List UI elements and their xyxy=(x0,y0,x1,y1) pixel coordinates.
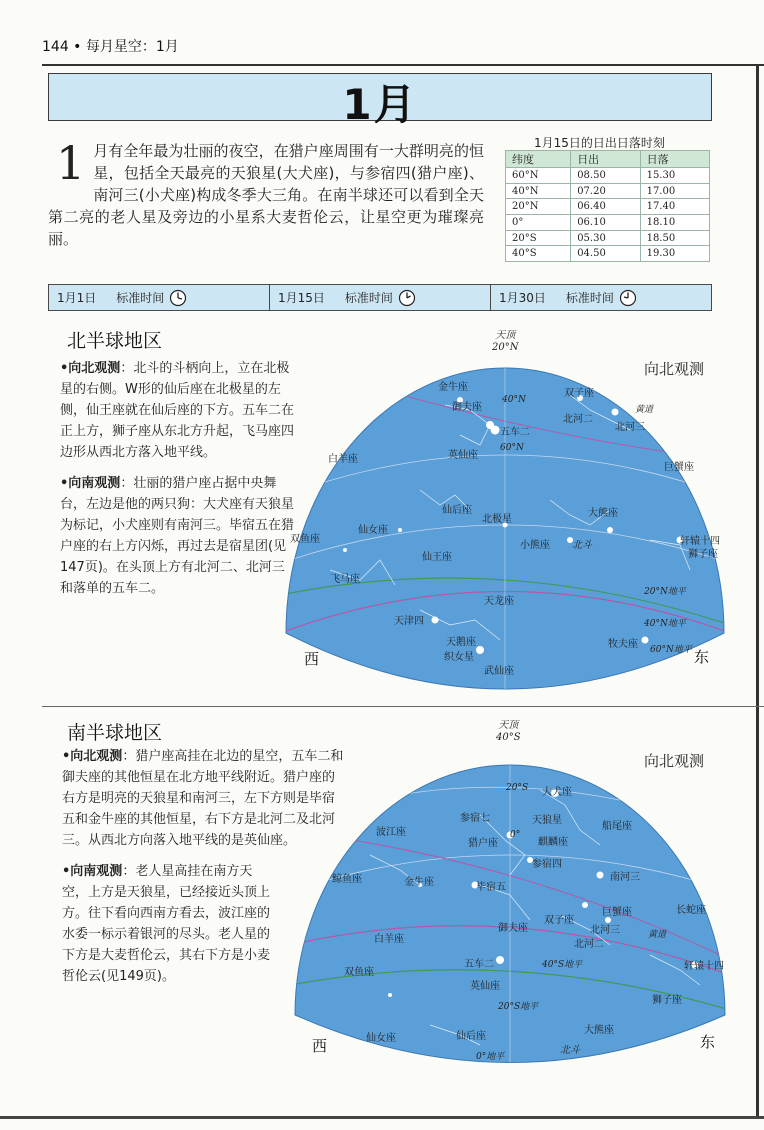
table-cell: 08.50 xyxy=(571,168,640,184)
star xyxy=(432,617,439,624)
running-head: 144 • 每月星空：1月 xyxy=(42,39,179,55)
label-cepheus: 仙王座 xyxy=(422,552,452,563)
label-ursa-major: 大熊座 xyxy=(584,1025,614,1036)
label-pollux: 北河三 xyxy=(590,925,620,936)
south-direction-label: 向北观测 xyxy=(644,752,705,770)
label-aldebaran: 毕宿五 xyxy=(476,882,506,893)
label-auriga: 御夫座 xyxy=(452,402,482,413)
label-perseus: 英仙座 xyxy=(448,450,478,461)
label-perseus: 英仙座 xyxy=(470,981,500,992)
label-andromeda: 仙女座 xyxy=(358,525,388,536)
label-60n-horizon: 60°N地平 xyxy=(650,645,692,655)
top-rule xyxy=(42,64,764,66)
time-label: 标准时间 xyxy=(565,291,614,305)
label-pisces: 双鱼座 xyxy=(344,967,374,978)
time-date: 1月1日 xyxy=(57,291,97,305)
star xyxy=(582,902,588,908)
label-gemini: 双子座 xyxy=(564,388,594,399)
label-cetus: 鲸鱼座 xyxy=(332,874,362,885)
star xyxy=(491,426,500,435)
label-aries: 白羊座 xyxy=(328,454,358,465)
right-rule xyxy=(756,64,759,1116)
label-40s-horizon: 40°S地平 xyxy=(542,960,583,970)
time-label: 标准时间 xyxy=(344,291,393,305)
time-cell-jan1 xyxy=(49,285,270,310)
label-leo: 狮子座 xyxy=(652,995,682,1006)
south-obs-1-text: ：猎户座高挂在北边的星空，五车二和御夫座的其他恒星在北方地平线附近。猎户座的右方是明亮的天狼星和南河三，左下方则是毕宿五和金牛座的其他恒星，右下方是北河二及北河三。从西北方向落入地平线的是英仙座。 xyxy=(62,749,344,848)
star xyxy=(597,872,604,879)
drop-cap: 1 xyxy=(56,136,86,190)
star xyxy=(642,637,649,644)
table-cell: 40°S xyxy=(506,246,571,262)
table-cell: 18.50 xyxy=(640,230,709,246)
sunrise-table-title: 1月15日的日出日落时刻 xyxy=(534,136,665,150)
label-pegasus: 飞马座 xyxy=(330,574,360,585)
table-cell: 60°N xyxy=(506,168,571,184)
label-bootes: 牧夫座 xyxy=(608,639,638,650)
label-sirius: 天狼星 xyxy=(532,815,562,826)
table-cell: 07.20 xyxy=(571,183,640,199)
label-monoceros: 麒麟座 xyxy=(538,837,568,848)
north-obs-2 xyxy=(60,473,296,599)
star xyxy=(612,409,619,416)
table-cell: 40°N xyxy=(506,183,571,199)
clock-icon xyxy=(398,289,416,307)
table-row xyxy=(506,230,710,246)
table-cell: 06.10 xyxy=(571,215,640,231)
label-big-dipper: 北斗 xyxy=(560,1045,580,1056)
clock-icon xyxy=(619,289,637,307)
table-row xyxy=(506,183,710,199)
compass-west: 西 xyxy=(304,650,320,668)
label-cassiopeia: 仙后座 xyxy=(456,1031,486,1042)
south-obs-1-head: •向北观测 xyxy=(62,749,123,764)
table-row xyxy=(506,215,710,231)
intro-paragraph xyxy=(48,136,484,250)
table-cell: 19.30 xyxy=(640,246,709,262)
time-label: 标准时间 xyxy=(116,291,165,305)
south-section-title: 南半球地区 xyxy=(67,722,163,744)
zenith-lat: 40°S xyxy=(496,732,521,743)
zenith-text: 天顶 xyxy=(495,330,516,341)
label-ursa-major: 大熊座 xyxy=(588,508,618,519)
label-orion: 猎户座 xyxy=(468,838,498,849)
clock-icon xyxy=(169,289,187,307)
label-vega: 织女星 xyxy=(444,652,474,663)
label-rigel: 参宿七 xyxy=(460,813,490,824)
label-ursa-minor: 小熊座 xyxy=(520,540,550,551)
table-cell: 20°N xyxy=(506,199,571,215)
label-20s-horizon: 20°S地平 xyxy=(498,1002,539,1012)
table-row xyxy=(506,246,710,262)
header-sunset: 日落 xyxy=(640,151,709,168)
label-eridanus: 波江座 xyxy=(376,827,406,838)
table-cell: 20°S xyxy=(506,230,571,246)
label-puppis: 船尾座 xyxy=(602,821,632,832)
label-20s: 20°S xyxy=(506,783,529,793)
sunrise-table xyxy=(505,150,710,262)
north-obs-2-head: •向南观测 xyxy=(60,476,121,491)
table-cell: 04.50 xyxy=(571,246,640,262)
label-60n: 60°N xyxy=(500,443,524,453)
south-star-map xyxy=(280,745,745,1070)
label-0-horizon: 0°地平 xyxy=(476,1052,505,1062)
title-bar xyxy=(48,73,712,129)
north-obs-1-text: ：北斗的斗柄向上，立在北极星的右侧。W形的仙后座在北极星的左侧，仙王座就在仙后座的下方。五车二在正上方，狮子座从东北方升起，飞马座四边形从西北方落入地平线。 xyxy=(60,361,295,460)
label-deneb: 天津四 xyxy=(394,616,424,627)
time-cell-jan15 xyxy=(270,285,491,310)
label-cancer: 巨蟹座 xyxy=(602,907,632,918)
label-cancer: 巨蟹座 xyxy=(664,462,694,473)
north-obs-1 xyxy=(60,358,296,463)
star xyxy=(388,993,392,997)
north-description xyxy=(60,358,296,599)
table-cell: 17.00 xyxy=(640,183,709,199)
label-castor: 北河二 xyxy=(563,414,593,425)
label-leo: 狮子座 xyxy=(688,549,718,560)
star xyxy=(343,548,347,552)
star xyxy=(496,956,504,964)
compass-east: 东 xyxy=(700,1033,716,1051)
star xyxy=(607,527,613,533)
label-gemini: 双子座 xyxy=(544,915,574,926)
page-title: 1月 xyxy=(342,80,418,129)
time-date: 1月30日 xyxy=(499,291,546,305)
label-aries: 白羊座 xyxy=(374,934,404,945)
label-andromeda: 仙女座 xyxy=(366,1033,396,1044)
label-ecliptic: 黄道 xyxy=(648,930,667,940)
compass-west: 西 xyxy=(312,1037,328,1055)
label-capella: 五车二 xyxy=(464,959,494,970)
time-cell-jan30 xyxy=(491,285,711,310)
north-direction-label: 向北观测 xyxy=(644,360,705,378)
header-sunrise: 日出 xyxy=(571,151,640,168)
compass-east: 东 xyxy=(694,648,710,666)
label-pisces: 双鱼座 xyxy=(290,534,320,545)
table-row xyxy=(506,168,710,184)
label-hercules: 武仙座 xyxy=(484,666,514,677)
zenith-text: 天顶 xyxy=(498,720,519,731)
table-header-row xyxy=(506,151,710,168)
label-procyon: 南河三 xyxy=(610,872,640,883)
table-cell: 05.30 xyxy=(571,230,640,246)
label-ecliptic: 黄道 xyxy=(635,405,654,415)
table-cell: 0° xyxy=(506,215,571,231)
table-row xyxy=(506,199,710,215)
star xyxy=(398,528,402,532)
label-hydra: 长蛇座 xyxy=(676,905,706,916)
table-cell: 06.40 xyxy=(571,199,640,215)
label-40n: 40°N xyxy=(502,395,526,405)
table-cell: 17.40 xyxy=(640,199,709,215)
table-cell: 15.30 xyxy=(640,168,709,184)
label-big-dipper: 北斗 xyxy=(572,540,592,551)
label-betelgeuse: 参宿四 xyxy=(532,859,562,870)
zenith-lat: 20°N xyxy=(492,342,519,353)
header-latitude: 纬度 xyxy=(506,151,571,168)
label-cassiopeia: 仙后座 xyxy=(442,505,472,516)
label-regulus: 轩辕十四 xyxy=(684,961,724,972)
label-polaris: 北极星 xyxy=(482,514,512,525)
star xyxy=(476,646,484,654)
label-regulus: 轩辕十四 xyxy=(680,536,720,547)
label-auriga: 御夫座 xyxy=(498,923,528,934)
time-bar xyxy=(48,284,712,311)
label-draco: 天龙座 xyxy=(484,596,514,607)
south-obs-2-text: ：老人星高挂在南方天空，上方是天狼星，已经接近头顶上方。往下看向西南方看去，波江座的水委一标示着银河的尽头。老人星的下方是大麦哲伦云，其右下方是小麦哲伦云(见149页)。 xyxy=(62,864,271,984)
bottom-rule xyxy=(0,1116,764,1119)
north-section-title: 北半球地区 xyxy=(67,330,163,352)
label-canis-major: 大犬座 xyxy=(542,787,572,798)
north-star-map xyxy=(270,350,740,695)
label-40n-horizon: 40°N地平 xyxy=(644,619,686,629)
label-pollux: 北河三 xyxy=(615,422,645,433)
intro-text: 月有全年最为壮丽的夜空，在猎户座周围有一大群明亮的恒星，包括全天最亮的天狼星(大犬座)，与参宿四(猎户座)、南河三(小犬座)构成冬季大三角。在南半球还可以看到全天第二亮的老人星及旁边的小星系大麦哲伦云，让星空更为璀璨亮丽。 xyxy=(48,142,484,248)
label-castor: 北河二 xyxy=(574,939,604,950)
time-date: 1月15日 xyxy=(278,291,325,305)
label-taurus: 金牛座 xyxy=(438,382,468,393)
label-20n-horizon: 20°N地平 xyxy=(644,587,686,597)
label-taurus: 金牛座 xyxy=(404,877,434,888)
south-obs-2 xyxy=(62,861,272,987)
label-0deg: 0° xyxy=(510,830,521,840)
north-obs-2-text: ：壮丽的猎户座占据中央舞台，左边是他的两只狗：大犬座有天狼星为标记，小犬座则有南河三。毕宿五在猎户座的右上方闪烁，再过去是宿星团(见147页)。在头顶上方有北河二、北河三和落单的五车二。 xyxy=(60,476,295,596)
section-separator xyxy=(42,706,764,707)
south-zenith-label xyxy=(496,720,521,744)
north-obs-1-head: •向北观测 xyxy=(60,361,121,376)
south-obs-2-head: •向南观测 xyxy=(62,864,123,879)
label-cygnus: 天鹅座 xyxy=(446,637,476,648)
label-capella: 五车二 xyxy=(500,427,530,438)
table-cell: 18.10 xyxy=(640,215,709,231)
